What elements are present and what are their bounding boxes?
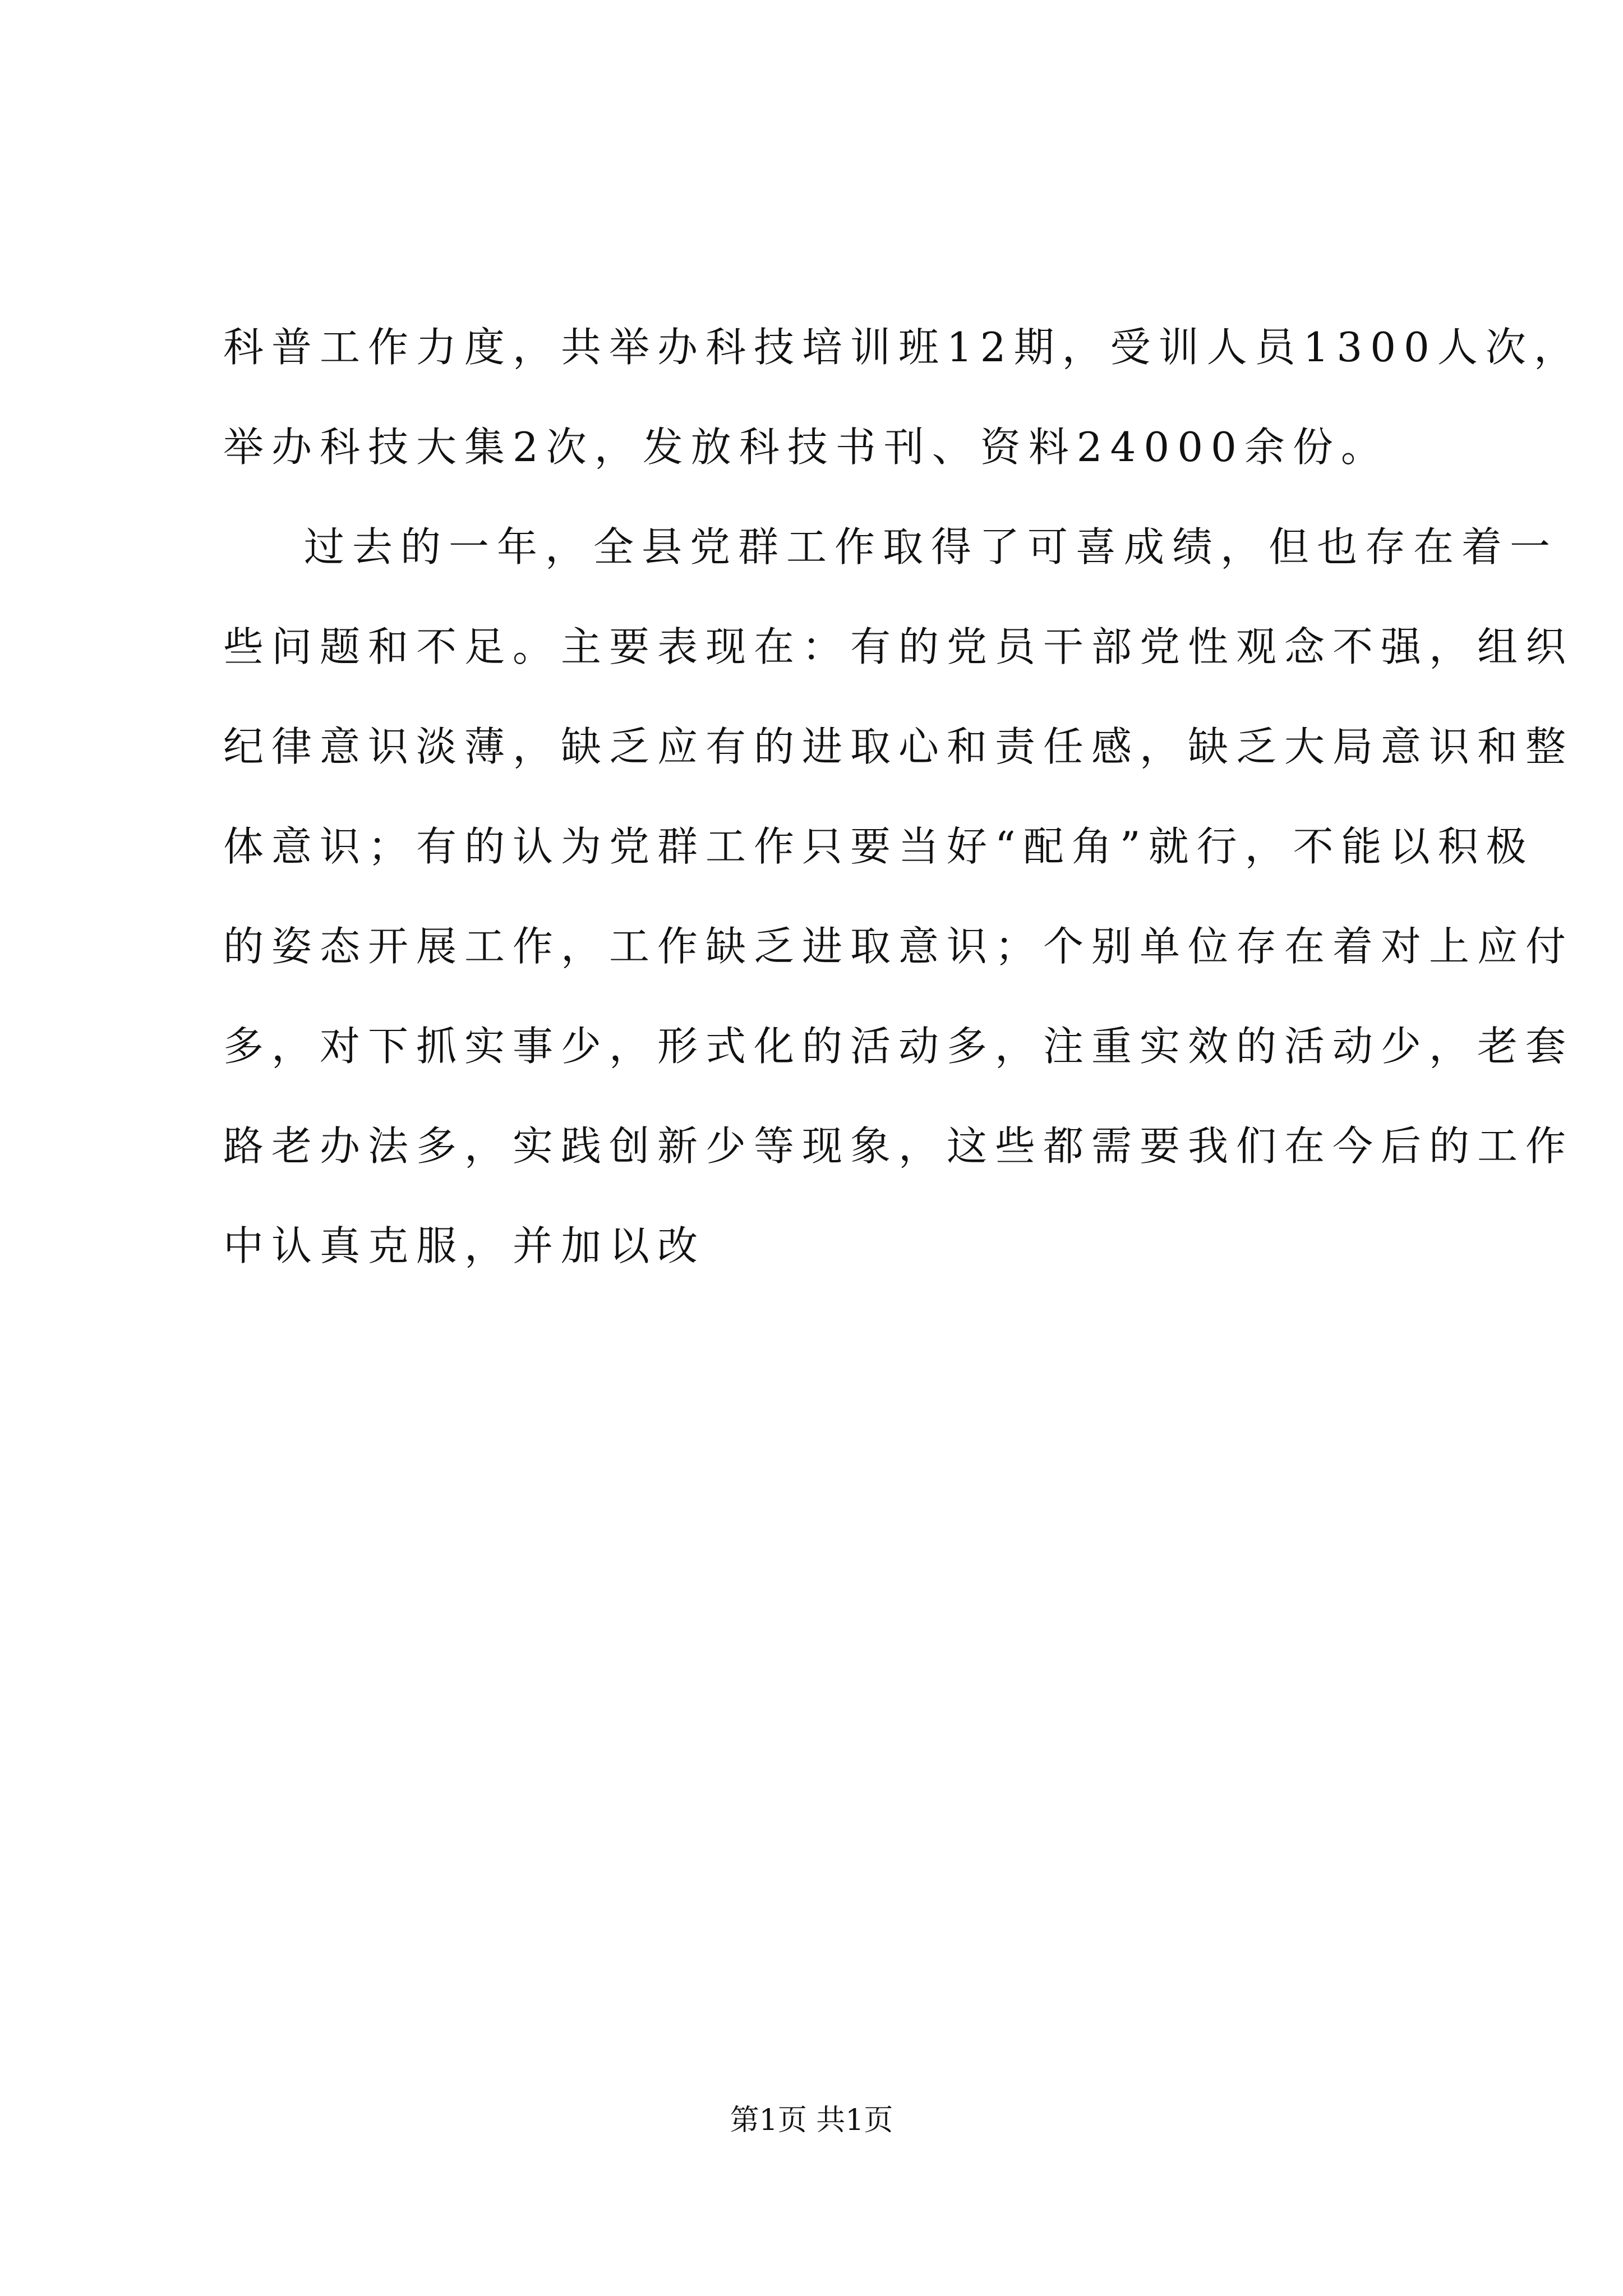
- text-line: 多，对下抓实事少，形式化的活动多，注重实效的活动少，老套: [223, 1023, 1574, 1070]
- page-footer: 第1页 共1页: [730, 2104, 893, 2137]
- paragraph-first-line: 过去的一年，全县党群工作取得了可喜成绩，但也存在着一: [304, 523, 1559, 570]
- text-line: 些问题和不足。主要表现在：有的党员干部党性观念不强，组织: [223, 623, 1574, 670]
- text-line: 体意识；有的认为党群工作只要当好“配角”就行，不能以积极: [223, 823, 1534, 870]
- text-line: 科普工作力度，共举办科技培训班12期，受训人员1300人次，: [223, 324, 1582, 371]
- text-line: 的姿态开展工作，工作缺乏进取意识；个别单位存在着对上应付: [223, 923, 1574, 970]
- text-line: 纪律意识淡薄，缺乏应有的进取心和责任感，缺乏大局意识和整: [223, 723, 1574, 770]
- body-text: [223, 297, 1582, 1296]
- text-line: 举办科技大集2次，发放科技书刊、资料24000余份。: [223, 424, 1389, 471]
- text-line: 路老办法多，实践创新少等现象，这些都需要我们在今后的工作: [223, 1122, 1574, 1170]
- text-line: 中认真克服，并加以改: [223, 1222, 706, 1269]
